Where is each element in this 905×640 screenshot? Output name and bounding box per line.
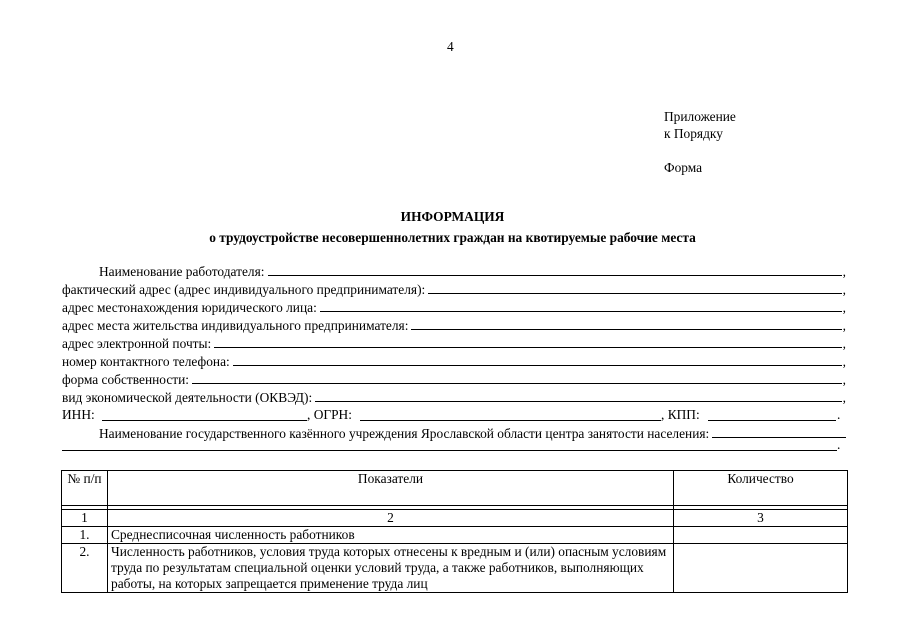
row-num: 2. [62,544,108,593]
employer-name-field[interactable] [99,263,846,280]
comma: , [842,354,846,369]
employment-center-line-2[interactable] [62,438,837,451]
table-row [62,527,848,544]
column-number: 2 [108,510,674,527]
phone-field[interactable] [62,353,846,370]
inn-label: ИНН: [62,407,95,422]
dot: . [837,437,841,452]
comma: , [842,282,846,297]
residence-address-line[interactable] [411,317,841,330]
row-quantity[interactable] [674,544,848,593]
column-number-row [62,510,848,527]
email-field[interactable] [62,335,846,352]
document-subtitle: о трудоустройстве несовершеннолетних граждан на квотируемые рабочие места [209,230,696,245]
okved-label: вид экономической деятельности (ОКВЭД): [62,390,313,405]
email-label: адрес электронной почты: [62,336,212,351]
table-row [62,544,848,593]
email-line[interactable] [214,335,841,348]
appendix-line-1: Приложение [664,109,736,124]
ogrn-line[interactable] [360,408,661,421]
appendix-line-2: к Порядку [664,126,723,141]
comma: , [842,372,846,387]
table-header-row [62,471,848,506]
column-number: 3 [674,510,848,527]
comma: , [842,318,846,333]
page-number: 4 [447,39,454,54]
row-num: 1. [62,527,108,544]
ogrn-label: , ОГРН: [307,407,352,422]
actual-address-field[interactable] [62,281,846,298]
document-title: ИНФОРМАЦИЯ [400,209,505,224]
header-quantity: Количество [674,471,848,506]
kpp-line[interactable] [708,408,836,421]
actual-address-label: фактический адрес (адрес индивидуального предпринимателя): [62,282,426,297]
dot: . [837,407,841,422]
appendix-note [664,108,736,142]
phone-line[interactable] [233,353,842,366]
header-indicators: Показатели [108,471,674,506]
comma: , [842,336,846,351]
indicators-table [61,470,848,593]
comma: , [842,300,846,315]
residence-address-field[interactable] [62,317,846,334]
phone-label: номер контактного телефона: [62,354,230,369]
row-indicator: Среднесписочная численность работников [108,527,674,544]
residence-address-label: адрес места жительства индивидуального предпринимателя: [62,318,409,333]
ownership-label: форма собственности: [62,372,190,387]
employer-name-line[interactable] [268,263,842,276]
inn-line[interactable] [102,408,307,421]
legal-address-line[interactable] [320,299,842,312]
kpp-label: , КПП: [661,407,700,422]
ownership-field[interactable] [62,371,846,388]
comma: , [842,390,846,405]
employment-center-label: Наименование государственного казённого учреждения Ярославской области центра занятости населения: [99,426,710,441]
ownership-line[interactable] [192,371,842,384]
legal-address-field[interactable] [62,299,846,316]
okved-field[interactable] [62,389,846,406]
comma: , [842,264,846,279]
legal-address-label: адрес местонахождения юридического лица: [62,300,317,315]
column-number: 1 [62,510,108,527]
header-num: № п/п [62,471,108,506]
row-indicator: Численность работников, условия труда которых отнесены к вредным и (или) опасным условиям труда по результатам специальной оценки условий труда, а также работников, выполняющих работы, на которых запрещается применение труда лиц [108,544,674,593]
actual-address-line[interactable] [428,281,841,294]
okved-line[interactable] [315,389,841,402]
employer-name-label: Наименование работодателя: [99,264,265,279]
form-label: Форма [664,160,703,175]
employment-center-line[interactable] [712,425,846,438]
row-quantity[interactable] [674,527,848,544]
